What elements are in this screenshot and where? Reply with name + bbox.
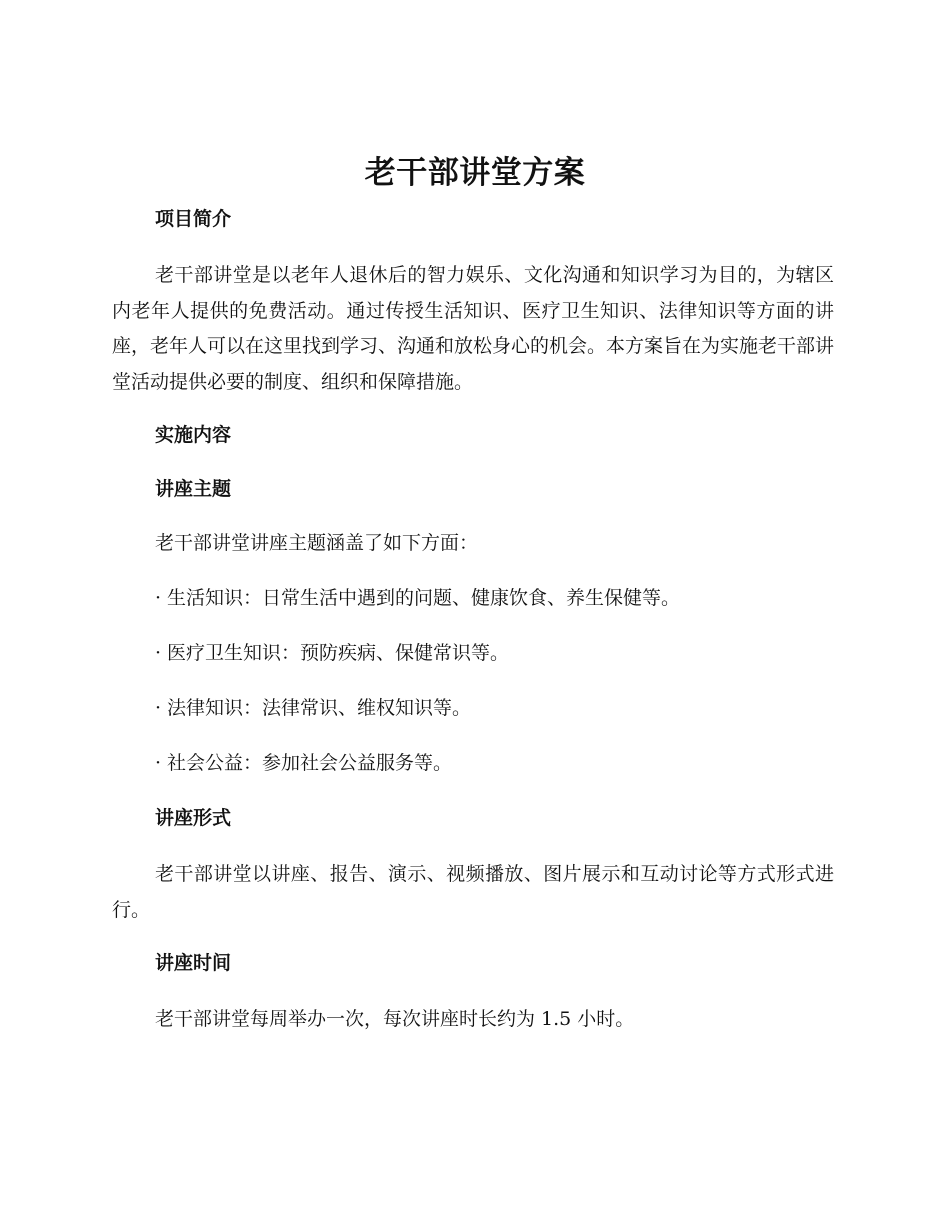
bullet-icon: ·	[155, 642, 162, 664]
bullet-icon: ·	[155, 752, 162, 774]
paragraph-topics-intro: 老干部讲堂讲座主题涵盖了如下方面：	[155, 532, 479, 554]
heading-implementation-content: 实施内容	[155, 424, 232, 446]
heading-project-intro: 项目简介	[155, 208, 232, 230]
list-item	[112, 583, 834, 613]
list-item-text: 社会公益：参加社会公益服务等。	[167, 752, 453, 774]
list-item	[112, 638, 834, 668]
document-body	[112, 204, 834, 1058]
heading-lecture-topics: 讲座主题	[155, 478, 232, 500]
document-title: 老干部讲堂方案	[364, 155, 586, 191]
paragraph-project-intro: 老干部讲堂是以老年人退休后的智力娱乐、文化沟通和知识学习为目的，为辖区内老年人提供的免费活动。通过传授生活知识、医疗卫生知识、法律知识等方面的讲座，老年人可以在这里找到学习、沟通和放松身心的机会。本方案旨在为实施老干部讲堂活动提供必要的制度、组织和保障措施。	[112, 264, 835, 393]
bullet-icon: ·	[155, 697, 162, 719]
heading-lecture-format: 讲座形式	[155, 807, 232, 829]
list-item-text: 生活知识：日常生活中遇到的问题、健康饮食、养生保健等。	[167, 587, 681, 609]
paragraph-lecture-time: 老干部讲堂每周举办一次，每次讲座时长约为 1.5 小时。	[155, 1008, 635, 1030]
bullet-icon: ·	[155, 587, 162, 609]
list-item	[112, 748, 834, 778]
heading-lecture-time: 讲座时间	[155, 952, 232, 974]
list-item-text: 医疗卫生知识：预防疾病、保健常识等。	[167, 642, 510, 664]
paragraph-lecture-format: 老干部讲堂以讲座、报告、演示、视频播放、图片展示和互动讨论等方式形式进行。	[112, 863, 834, 921]
list-item	[112, 693, 834, 723]
list-item-text: 法律知识：法律常识、维权知识等。	[167, 697, 472, 719]
